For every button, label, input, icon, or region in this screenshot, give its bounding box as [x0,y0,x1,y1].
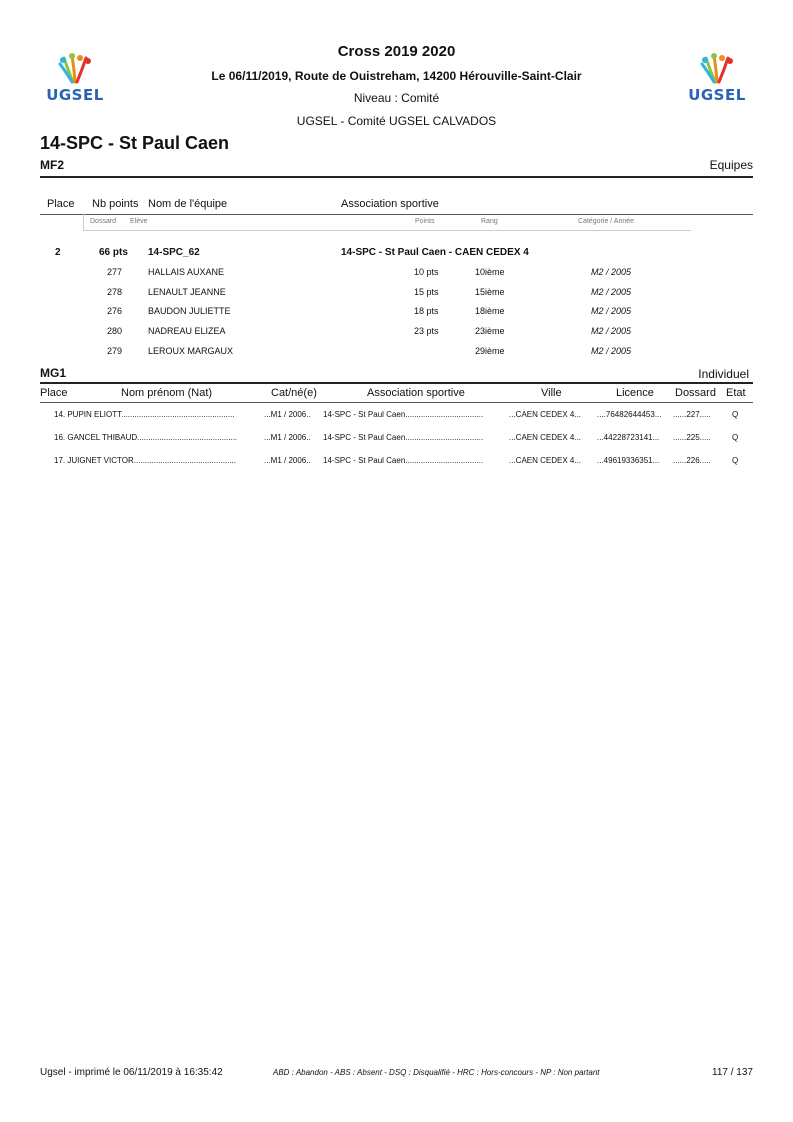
member-bib: 279 [107,346,123,356]
ind-city: ...CAEN CEDEX 4... [509,456,582,465]
member-points: 10 pts [414,267,439,277]
col-points: Nb points [92,198,139,210]
ind-licence: ...49619336351... [597,456,660,465]
member-points: 18 pts [414,306,439,316]
ind-cat: ...M1 / 2006.. [264,456,311,465]
ind-bib: ......227..... [673,410,711,419]
member-bib: 280 [107,326,123,336]
member-name: BAUDON JULIETTE [148,306,231,316]
member-rank: 10ième [475,267,505,277]
member-category: M2 / 2005 [591,326,632,336]
member-category: M2 / 2005 [591,267,632,277]
ind-licence: ...44228723141... [597,433,660,442]
event-committee: UGSEL - Comité UGSEL CALVADOS [296,114,497,128]
team-name: 14-SPC_62 [148,247,200,258]
footer-printed: Ugsel - imprimé le 06/11/2019 à 16:35:42 [40,1067,223,1078]
ind-cat: ...M1 / 2006.. [264,410,311,419]
subcol-student: Elève [130,218,148,225]
ind-status: Q [732,410,739,419]
ind-licence: ....76482644453... [597,410,662,419]
ind-association: 14-SPC - St Paul Caen................................... [323,410,484,419]
ind-city: ...CAEN CEDEX 4... [509,410,582,419]
page-number: 117 / 137 [712,1067,753,1078]
ind-place-name: 14. PUPIN ELIOTT................................................... [54,410,235,419]
team-points: 66 pts [99,247,128,258]
member-category: M2 / 2005 [591,346,632,356]
team-place: 2 [55,247,61,258]
member-name: LENAULT JEANNE [148,287,226,297]
member-rank: 18ième [475,306,505,316]
footer-legend: ABD : Abandon - ABS : Absent - DSQ : Disqualifié - HRC : Hors-concours - NP : Non partant [273,1068,600,1077]
ind-col-bib: Dossard [675,387,716,399]
individual-category: MG1 [40,366,67,380]
member-name: LEROUX MARGAUX [148,346,234,356]
ind-status: Q [732,456,739,465]
ind-status: Q [732,433,739,442]
ind-association: 14-SPC - St Paul Caen................................... [323,433,484,442]
col-association: Association sportive [341,198,439,210]
member-bib: 277 [107,267,123,277]
member-points: 23 pts [414,326,439,336]
ind-place-name: 16. GANCEL THIBAUD............................................. [54,433,238,442]
member-points: 15 pts [414,287,439,297]
ind-bib: ......226..... [673,456,711,465]
teams-label: Equipes [709,158,753,172]
member-name: NADREAU ELIZEA [148,326,226,336]
event-level: Niveau : Comité [353,91,440,105]
ind-col-name: Nom prénom (Nat) [121,387,213,399]
ugsel-logo-text: UGSEL [46,86,104,104]
ind-bib: ......225..... [673,433,711,442]
col-place: Place [47,198,75,210]
section-divider [40,176,753,178]
ugsel-logo-text: UGSEL [688,86,746,104]
ind-city: ...CAEN CEDEX 4... [509,433,582,442]
ind-col-association: Association sportive [367,387,465,399]
subcol-rank: Rang [481,218,498,225]
ind-cat: ...M1 / 2006.. [264,433,311,442]
event-date-place: Le 06/11/2019, Route de Ouistreham, 14200 Hérouville-Saint-Clair [211,69,582,83]
club-title: 14-SPC - St Paul Caen [40,133,230,153]
ind-col-status: Etat [726,387,746,399]
individual-label: Individuel [698,367,749,381]
ind-association: 14-SPC - St Paul Caen................................... [323,456,484,465]
member-category: M2 / 2005 [591,287,632,297]
member-category: M2 / 2005 [591,306,632,316]
member-rank: 29ième [475,346,505,356]
subcol-points: Points [415,218,435,225]
subcol-bib: Dossard [90,218,117,225]
header-divider [40,214,753,215]
subheader-bottom-border [83,230,691,231]
team-association: 14-SPC - St Paul Caen - CAEN CEDEX 4 [341,247,529,258]
member-bib: 278 [107,287,123,297]
subcol-category-year: Catégorie / Année [578,218,635,225]
team-category: MF2 [40,158,64,172]
ind-place-name: 17. JUIGNET VICTOR.............................................. [54,456,236,465]
subheader-left-border [83,214,84,230]
member-name: HALLAIS AUXANE [148,267,225,277]
section-divider [40,382,753,384]
ind-col-place: Place [40,387,68,399]
member-bib: 276 [107,306,123,316]
event-title: Cross 2019 2020 [337,43,456,60]
ind-col-licence: Licence [616,387,654,399]
member-rank: 23ième [475,326,505,336]
col-team-name: Nom de l'équipe [148,198,228,210]
header-divider [40,402,753,403]
ind-col-city: Ville [541,387,562,399]
ind-col-cat: Cat/né(e) [271,387,317,399]
member-rank: 15ième [475,287,505,297]
